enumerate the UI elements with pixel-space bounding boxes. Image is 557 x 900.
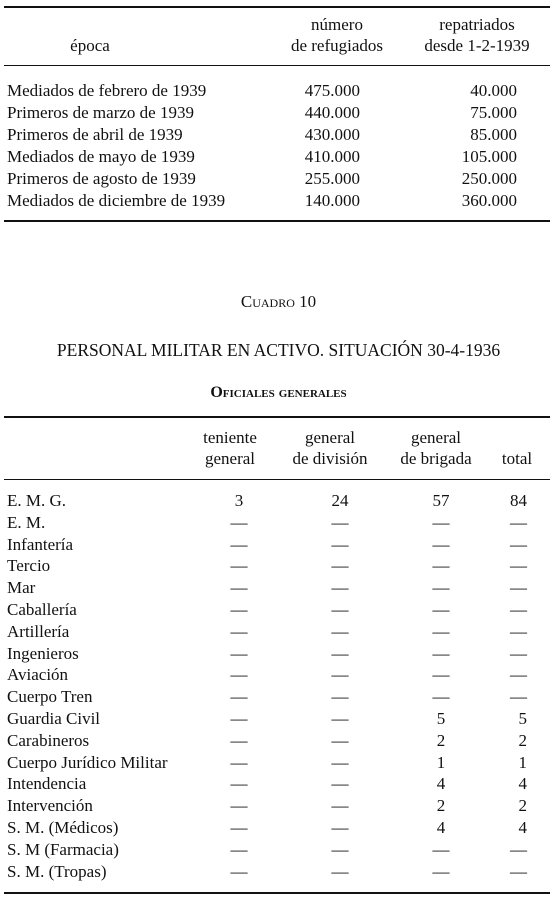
table2-cell-total: — (510, 839, 527, 859)
table2-cell-general-division: — (331, 643, 349, 663)
table2-cell-total: 84 (510, 491, 527, 510)
table2-top-rule (4, 416, 550, 418)
table2-cell-total: — (510, 578, 527, 598)
table2-cell-total: 2 (518, 730, 527, 750)
table2-cell-cuerpo: Infantería (7, 534, 74, 554)
table2-cell-cuerpo: S. M. (Tropas) (7, 861, 107, 881)
table2-cell-cuerpo: Guardia Civil (7, 709, 101, 728)
table1-bottom-rule (4, 220, 550, 222)
table2-row (7, 839, 547, 861)
table2-cell-general-brigada: 57 (432, 491, 450, 510)
table2-cell-general-brigada: — (432, 621, 450, 641)
table1-cell-epoca: Primeros de agosto de 1939 (7, 169, 196, 188)
table2-cell-cuerpo: Mar (7, 578, 36, 598)
table2-row (7, 534, 547, 556)
table2-cell-general-brigada: — (432, 665, 450, 685)
table1-header-repatriados (402, 14, 552, 56)
table1-cell-repatriados: 105.000 (461, 147, 517, 166)
table2-row (7, 752, 547, 774)
table1-row (7, 124, 547, 146)
table2-cell-general-division: — (331, 534, 349, 554)
table2-cell-general-division: — (331, 556, 349, 576)
table2-cell-teniente-general: — (230, 534, 248, 554)
table2-cell-teniente-general: — (230, 643, 248, 663)
cuadro-title: PERSONAL MILITAR EN ACTIVO. SITUACIÓN 30-4-1936 (56, 340, 501, 360)
table2-cell-total: — (510, 621, 527, 641)
table2-row (7, 490, 547, 512)
table2-header-total: total (501, 449, 533, 468)
table1-cell-epoca: Mediados de diciembre de 1939 (7, 191, 226, 210)
table2-cell-general-division: — (331, 665, 349, 685)
table2-cell-total: — (510, 687, 527, 707)
table2-cell-cuerpo: Caballería (7, 600, 77, 619)
table2-cell-total: 4 (518, 818, 527, 837)
table2-cell-teniente-general: — (230, 818, 248, 837)
table2-cell-cuerpo: Intendencia (7, 774, 87, 794)
table1-header-rule (4, 65, 550, 66)
table2-header-brigada-line1: general (410, 428, 462, 447)
table2-bottom-rule (4, 892, 550, 894)
table2-cell-general-brigada: — (432, 839, 450, 859)
table2-cell-cuerpo: E. M. (7, 512, 46, 532)
table2-cell-teniente-general: — (230, 600, 248, 619)
table2-row (7, 512, 547, 534)
table2-cell-total: — (510, 534, 527, 554)
table2-cell-teniente-general: — (230, 578, 248, 598)
table2-cell-teniente-general: — (230, 665, 248, 685)
table1-cell-numero: 140.000 (304, 191, 360, 210)
table2-cell-general-division: — (331, 578, 349, 598)
table1-row (7, 80, 547, 102)
table1-cell-repatriados: 85.000 (470, 125, 517, 144)
table2-cell-general-brigada: 4 (436, 774, 446, 794)
table2-cell-general-brigada: — (432, 643, 450, 663)
table2-header-rule (4, 479, 550, 480)
table1-row (7, 102, 547, 124)
table1-cell-epoca: Mediados de febrero de 1939 (7, 81, 207, 100)
table2-cell-general-division: — (331, 861, 349, 881)
table2-cell-teniente-general: — (230, 621, 248, 641)
table2-cell-teniente-general: — (230, 752, 248, 772)
table1-top-rule (4, 6, 550, 8)
table2-cell-general-brigada: 2 (436, 730, 446, 750)
table2-header-division-line1: general (304, 428, 356, 447)
table2-row (7, 664, 547, 686)
table2-cell-total: 1 (518, 752, 527, 772)
table2-header-brigada-line2: de brigada (400, 449, 472, 468)
table2-row (7, 730, 547, 752)
table1-header-numero-line2: de refugiados (290, 36, 384, 55)
table2-cell-cuerpo: Aviación (7, 665, 69, 685)
table2-cell-total: — (510, 600, 527, 619)
table2-cell-cuerpo: Intervención (7, 796, 93, 816)
table2-cell-cuerpo: S. M. (Médicos) (7, 818, 119, 837)
table2-cell-teniente-general: — (230, 839, 248, 859)
table2-cell-total: — (510, 512, 527, 532)
table2-cell-cuerpo: Cuerpo Tren (7, 687, 93, 707)
table2-cell-general-brigada: 2 (436, 796, 446, 816)
table2-header-teniente-line1: teniente (203, 428, 257, 447)
table1-cell-epoca: Primeros de marzo de 1939 (7, 103, 194, 122)
table2-cell-general-division: — (331, 687, 349, 707)
table1-cell-numero: 475.000 (304, 81, 360, 100)
table2-row (7, 643, 547, 665)
table1-cell-numero: 430.000 (304, 125, 360, 144)
table1-cell-epoca: Primeros de abril de 1939 (7, 125, 183, 144)
table2-cell-general-brigada: 1 (436, 752, 446, 772)
table1-header-repatriados-line2: desde 1-2-1939 (424, 36, 530, 55)
table1-cell-repatriados: 250.000 (461, 169, 517, 188)
table2-cell-teniente-general: — (230, 774, 248, 794)
table2-cell-total: — (510, 665, 527, 685)
table2-cell-cuerpo: Artillería (7, 621, 70, 641)
table2-header-brigada (386, 427, 486, 469)
table1-row (7, 146, 547, 168)
table2-row (7, 861, 547, 883)
table2-cell-teniente-general: — (230, 687, 248, 707)
table2-cell-general-brigada: 5 (436, 709, 446, 728)
table2-cell-general-division: — (331, 752, 349, 772)
table2-cell-teniente-general: — (230, 556, 248, 576)
table2-cell-general-division: — (331, 730, 349, 750)
table2-row (7, 708, 547, 730)
table2-cell-general-brigada: — (432, 578, 450, 598)
table2-header-teniente (185, 427, 275, 469)
table2-cell-cuerpo: Cuerpo Jurídico Militar (7, 752, 168, 772)
table2-cell-teniente-general: — (230, 709, 248, 728)
table2-cell-teniente-general: — (230, 796, 248, 816)
cuadro-label: Cuadro 10 (240, 292, 317, 311)
table2-cell-general-division: — (331, 621, 349, 641)
table2-cell-cuerpo: Tercio (7, 556, 51, 576)
table2-cell-general-brigada: — (432, 861, 450, 881)
table2-cell-teniente-general: — (230, 730, 248, 750)
table2-cell-total: 4 (518, 774, 527, 794)
table2-cell-total: — (510, 861, 527, 881)
table1-row (7, 168, 547, 190)
table1-cell-numero: 255.000 (304, 169, 360, 188)
table2-cell-total: — (510, 643, 527, 663)
table1-cell-epoca: Mediados de mayo de 1939 (7, 147, 195, 166)
table1-header-numero (282, 14, 392, 56)
table2-header-division-line2: de división (292, 449, 368, 468)
table2-cell-teniente-general: — (230, 512, 248, 532)
table2-header-teniente-line2: general (204, 449, 256, 468)
table2-cell-total: 5 (518, 709, 527, 728)
table2-cell-general-brigada: — (432, 687, 450, 707)
table2-cell-cuerpo: Ingenieros (7, 643, 79, 663)
table2-row (7, 555, 547, 577)
table2-cell-total: — (510, 556, 527, 576)
table2-cell-cuerpo: Carabineros (7, 730, 90, 750)
table2-cell-general-division: — (331, 512, 349, 532)
table1-row (7, 190, 547, 212)
table2-row (7, 621, 547, 643)
table2-row (7, 686, 547, 708)
table1-cell-repatriados: 40.000 (470, 81, 517, 100)
table2-cell-general-brigada: — (432, 556, 450, 576)
table2-cell-general-division: 24 (331, 491, 349, 510)
table2-cell-general-division: — (331, 774, 349, 794)
table2-row (7, 817, 547, 839)
table2-cell-general-division: — (331, 839, 349, 859)
table2-cell-teniente-general: — (230, 861, 248, 881)
table2-cell-general-brigada: — (432, 534, 450, 554)
table1-cell-numero: 440.000 (304, 103, 360, 122)
table2-cell-teniente-general: 3 (234, 491, 244, 510)
table2-cell-cuerpo: E. M. G. (7, 491, 67, 510)
cuadro-subtitle: Oficiales generales (210, 384, 347, 401)
table2-cell-general-division: — (331, 796, 349, 816)
table1-cell-repatriados: 360.000 (461, 191, 517, 210)
table2-cell-total: 2 (518, 796, 527, 816)
table2-cell-general-brigada: — (432, 600, 450, 619)
table1-cell-repatriados: 75.000 (470, 103, 517, 122)
table1-header-repatriados-line1: repatriados (439, 15, 515, 34)
table2-row (7, 577, 547, 599)
table1-header-epoca: época (70, 36, 110, 55)
table2-row (7, 599, 547, 621)
table2-cell-general-brigada: — (432, 512, 450, 532)
table2-row (7, 795, 547, 817)
table2-cell-general-division: — (331, 709, 349, 728)
table1-cell-numero: 410.000 (304, 147, 360, 166)
table2-cell-general-division: — (331, 818, 349, 837)
table2-cell-general-brigada: 4 (436, 818, 446, 837)
table2-cell-cuerpo: S. M (Farmacia) (7, 839, 119, 859)
table1-header-numero-line1: número (311, 15, 363, 34)
table2-cell-general-division: — (331, 600, 349, 619)
table2-header-division (280, 427, 380, 469)
table2-row (7, 773, 547, 795)
